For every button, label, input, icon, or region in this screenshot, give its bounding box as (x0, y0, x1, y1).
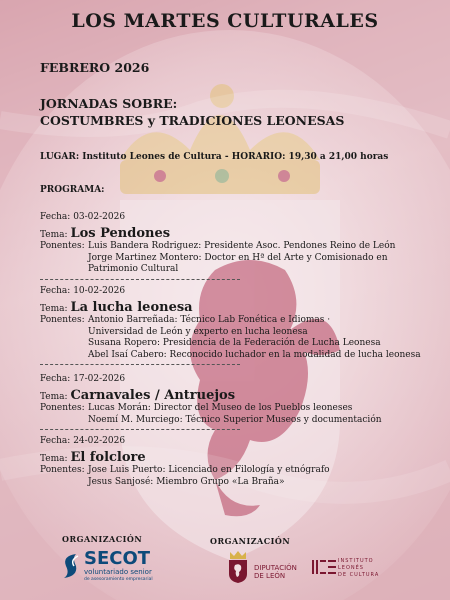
session-date: 17-02-2026 (73, 374, 126, 384)
jornadas-line-2: COSTUMBRES y TRADICIONES LEONESAS (40, 113, 345, 128)
session-topic: El folclore (70, 450, 146, 465)
session-4 (40, 436, 440, 488)
fecha-label: Fecha: (40, 212, 74, 222)
jornadas-heading (40, 95, 344, 129)
divider (40, 364, 240, 365)
session-3 (40, 374, 440, 430)
speaker-line: Luis Bandera Rodriguez: Presidente Asoc. Pendones Reino de León (88, 241, 396, 251)
speaker-line: Antonio Barreñada: Técnico Lab Fonética e Idiomas · (88, 315, 331, 325)
speaker-line: Abel Isaí Cabero: Reconocido luchador en la modalidad de lucha leonesa (88, 349, 421, 360)
session-topic: Carnavales / Antruejos (70, 388, 236, 403)
tema-label: Tema: (40, 454, 71, 464)
session-date: 10-02-2026 (73, 286, 126, 296)
speaker-line: Jesus Sanjosé: Miembro Grupo «La Braña» (88, 476, 285, 487)
session-date: 03-02-2026 (73, 212, 126, 222)
page-title: LOS MARTES CULTURALES (71, 10, 379, 32)
diputacion-text (254, 564, 297, 580)
ilc-line-3: DE CULTURA (338, 572, 380, 578)
organizer-label-left: ORGANIZACIÓN (62, 534, 143, 544)
secot-name: SECOT (84, 548, 151, 569)
session-2 (40, 286, 440, 365)
session-topic: La lucha leonesa (70, 300, 193, 315)
ponentes-label: Ponentes: (40, 403, 85, 413)
ponentes-label: Ponentes: (40, 315, 85, 325)
ilc-logo-text (338, 558, 379, 579)
divider (40, 279, 240, 280)
leon-coat-of-arms-icon (226, 550, 250, 584)
speaker-line: Patrimonio Cultural (88, 264, 179, 274)
tema-label: Tema: (40, 304, 71, 314)
organizer-label-right: ORGANIZACIÓN (210, 536, 291, 546)
venue-schedule: LUGAR: Instituto Leones de Cultura - HORARIO: 19,30 a 21,00 horas (40, 152, 389, 162)
ilc-line-2: LEONÉS (338, 565, 364, 571)
secot-swirl-icon (60, 550, 82, 580)
speaker-line: Jose Luis Puerto: Licenciado en Filología y etnógrafo (88, 465, 330, 475)
fecha-label: Fecha: (40, 374, 74, 384)
ponentes-label: Ponentes: (40, 241, 85, 251)
speaker-line: Jorge Martinez Montero: Doctor en Hª del Arte y Comisionado en (88, 252, 388, 263)
secot-tagline: voluntariado senior (84, 568, 152, 576)
ilc-mark-icon (312, 560, 336, 574)
speaker-line: Noemí M. Murciego: Técnico Superior Museos y documentación (88, 414, 382, 425)
secot-subtitle: de asesoramiento empresarial (84, 577, 153, 582)
fecha-label: Fecha: (40, 286, 74, 296)
tema-label: Tema: (40, 392, 71, 402)
session-topic: Los Pendones (70, 226, 171, 241)
program-heading: PROGRAMA: (40, 185, 105, 195)
ilc-line-1: INSTITUTO (338, 558, 374, 564)
speaker-line: Susana Ropero: Presidencia de la Federación de Lucha Leonesa (88, 338, 381, 348)
month-heading: FEBRERO 2026 (40, 60, 150, 75)
tema-label: Tema: (40, 230, 71, 240)
diputacion-line-2: DE LEÓN (254, 572, 286, 580)
session-1 (40, 212, 440, 280)
speaker-line: Universidad de León y experto en lucha leonesa (88, 326, 308, 337)
divider (40, 429, 240, 430)
fecha-label: Fecha: (40, 436, 74, 446)
speaker-line: Lucas Morán: Director del Museo de los Pueblos leoneses (88, 403, 353, 413)
diputacion-line-1: DIPUTACIÓN (254, 564, 297, 572)
jornadas-line-1: JORNADAS SOBRE: (40, 96, 178, 111)
ponentes-label: Ponentes: (40, 465, 85, 475)
session-date: 24-02-2026 (73, 436, 126, 446)
